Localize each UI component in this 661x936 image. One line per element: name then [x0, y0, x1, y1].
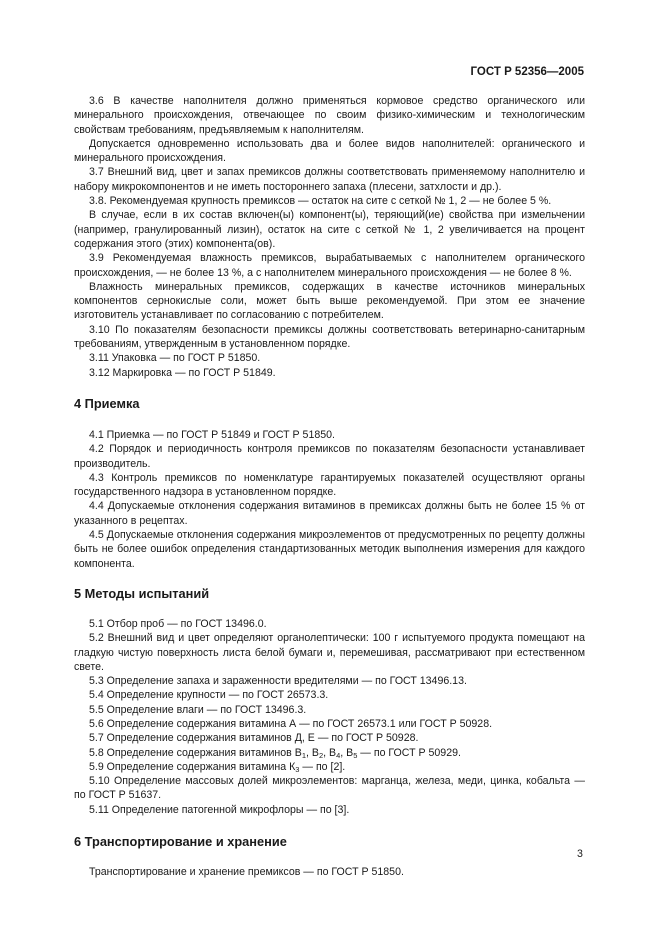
vitamin-k3-subscript: 3: [295, 764, 300, 774]
separator: , В: [305, 746, 319, 759]
paragraph-3-9: 3.9 Рекомендуемая влажность премиксов, вырабатываемых с наполнителем органического происхождения, — не более 13 %, а с наполнителем минерального происхождения — не более 8 %.: [74, 252, 585, 279]
vitamin-b5-subscript: 5: [353, 750, 358, 760]
page-number: 3: [577, 848, 583, 860]
paragraph-3-10: 3.10 По показателям безопасности премиксы должны соответствовать ветеринарно-санитарным требованиям, утвержденным в установленном порядке.: [74, 323, 585, 351]
vitamin-b2-subscript: 2: [318, 750, 324, 760]
paragraph-4-3: 4.3 Контроль премиксов по номенклатуре гарантируемых показателей осуществляют органы государственного надзора в установленном порядке.: [74, 471, 585, 499]
paragraph-5-9: [74, 760, 585, 774]
paragraph-4-4: 4.4 Допускаемые отклонения содержания витаминов в премиксах должны быть не более 15 % от указанного в рецептах.: [74, 500, 585, 527]
paragraph-5-2: 5.2 Внешний вид и цвет определяют органолептически: 100 г испытуемого продукта помещают на гладкую чистую поверхность листа белой бумаги и, перемешивая, рассматривают при естественном свете.: [74, 632, 585, 673]
section-6-heading: 6 Транспортирование и хранение: [74, 834, 287, 850]
paragraph-5-9-tail: — по [2].: [299, 760, 346, 773]
paragraph-6-1: Транспортирование и хранение премиксов — по ГОСТ Р 51850.: [89, 866, 404, 879]
paragraph-3-9-note: Влажность минеральных премиксов, содержащих в качестве источников минеральных компонентов сернокислые соли, может быть выше рекомендуемой. При этом ее значение изготовитель устанавливает по согласованию с потребителем.: [74, 280, 585, 322]
paragraph-5-5: 5.5 Определение влаги — по ГОСТ 13496.3.: [89, 703, 307, 716]
paragraph-3-6: 3.6 В качестве наполнителя должно применяться кормовое средство органического или минерального происхождения, отвечающее по своим физико-химическим и технологическим свойствам требованиям, предъявляемым к наполнителям.: [74, 95, 585, 136]
paragraph-5-7: 5.7 Определение содержания витаминов Д, Е — по ГОСТ Р 50928.: [89, 732, 419, 745]
section-4-heading: 4 Приемка: [74, 395, 140, 411]
paragraph-5-8-tail: — по ГОСТ Р 50929.: [357, 746, 461, 759]
paragraph-3-8: 3.8. Рекомендуемая крупность премиксов — остаток на сите с сеткой № 1, 2 — не более 5 %.: [89, 195, 552, 208]
paragraph-5-4: 5.4 Определение крупности — по ГОСТ 26573.3.: [89, 689, 329, 702]
paragraph-5-3: 5.3 Определение запаха и зараженности вредителями — по ГОСТ 13496.13.: [89, 675, 467, 688]
vitamin-b4-subscript: 4: [336, 750, 341, 760]
paragraph-3-12: 3.12 Маркировка — по ГОСТ Р 51849.: [89, 366, 276, 379]
paragraph-5-1: 5.1 Отбор проб — по ГОСТ 13496.0.: [89, 617, 267, 630]
section-5-heading: 5 Методы испытаний: [74, 585, 210, 601]
paragraph-5-8-lead: 5.8 Определение содержания витаминов В: [89, 746, 302, 759]
paragraph-3-11: 3.11 Упаковка — по ГОСТ Р 51850.: [89, 352, 261, 365]
paragraph-5-8: [74, 746, 585, 760]
paragraph-3-7: 3.7 Внешний вид, цвет и запах премиксов должны соответствовать применяемому наполнителю и набору микрокомпонентов и не иметь постороннего запаха (плесени, затхлости и др.).: [74, 166, 585, 193]
paragraph-3-8-note: В случае, если в их состав включен(ы) компонент(ы), теряющий(ие) свойства при измельчении (например, гранулированный лизин), остаток на сите с сеткой № 1, 2 увеличивается на процент содержания этого (этих) компонента(ов).: [74, 209, 585, 250]
paragraph-3-6-note: Допускается одновременно использовать два и более видов наполнителей: органического и минерального происхождения.: [74, 137, 585, 165]
page-header-standard-code: ГОСТ Р 52356—2005: [470, 66, 584, 78]
separator: , В: [340, 746, 354, 759]
vitamin-b1-subscript: 1: [301, 750, 306, 760]
paragraph-5-11: 5.11 Определение патогенной микрофлоры — по [3].: [89, 803, 350, 816]
separator: , В: [323, 746, 337, 759]
paragraph-4-2: 4.2 Порядок и периодичность контроля премиксов по показателям безопасности устанавливает производитель.: [74, 443, 585, 470]
paragraph-4-1: 4.1 Приемка — по ГОСТ Р 51849 и ГОСТ Р 51850.: [89, 428, 335, 441]
paragraph-5-9-lead: 5.9 Определение содержания витамина К: [89, 760, 296, 773]
paragraph-5-6: 5.6 Определение содержания витамина А — по ГОСТ 26573.1 или ГОСТ Р 50928.: [89, 717, 493, 730]
document-body: [74, 94, 585, 879]
paragraph-4-5: 4.5 Допускаемые отклонения содержания микроэлементов от предусмотренных по рецепту должны быть не более ошибок определения стандартизованных методик выполнения измерения для каждого компонента.: [74, 529, 585, 570]
paragraph-5-10: 5.10 Определение массовых долей микроэлементов: марганца, железа, меди, цинка, кобальта — по ГОСТ Р 51637.: [74, 775, 585, 802]
